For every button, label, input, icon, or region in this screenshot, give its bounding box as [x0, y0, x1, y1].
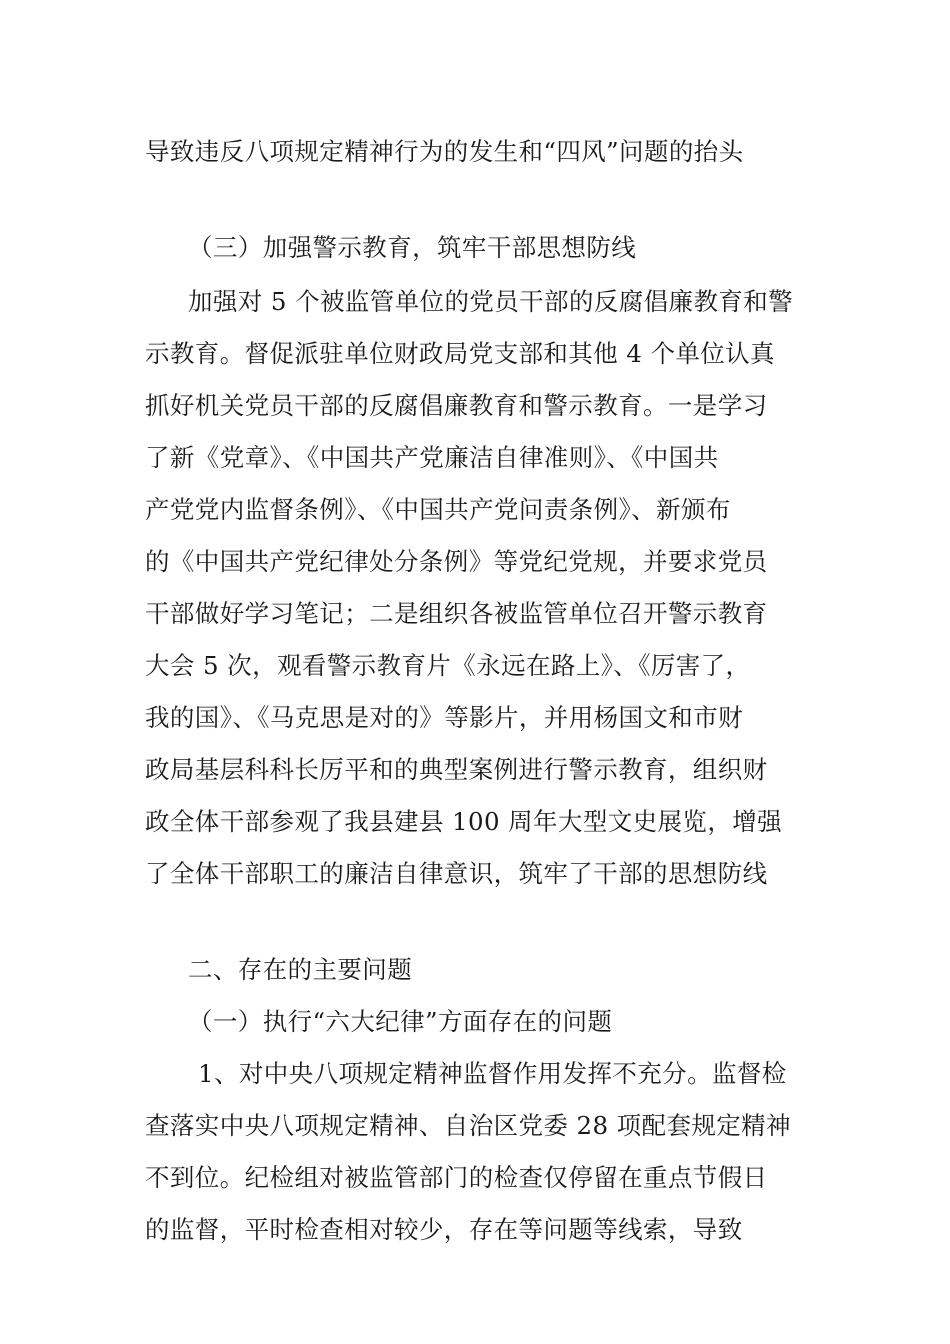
paragraph-line: 不到位。纪检组对被监管部门的检查仅停留在重点节假日 — [145, 1163, 768, 1192]
section-heading: 二、存在的主要问题 — [188, 955, 413, 984]
paragraph-line: 了新《党章》、《中国共产党廉洁自律准则》、《中国共 — [145, 443, 719, 472]
paragraph-line: 的监督，平时检查相对较少，存在等问题等线索，导致 — [145, 1215, 743, 1244]
paragraph-line: 加强对 5 个被监管单位的党员干部的反腐倡廉教育和警 — [188, 287, 794, 316]
paragraph-line: 产党党内监督条例》、《中国共产党问责条例》、新颁布 — [145, 495, 731, 524]
paragraph-line: 我的国》、《马克思是对的》等影片，并用杨国文和市财 — [145, 703, 743, 732]
paragraph-line: 的《中国共产党纪律处分条例》等党纪党规，并要求党员 — [145, 547, 768, 576]
paragraph-line: 干部做好学习笔记；二是组织各被监管单位召开警示教育 — [145, 599, 768, 628]
subsection-heading: （一）执行“六大纪律”方面存在的问题 — [188, 1007, 613, 1036]
paragraph-line: 查落实中央八项规定精神、自治区党委 28 项配套规定精神 — [145, 1111, 791, 1140]
section-heading: （三）加强警示教育，筑牢干部思想防线 — [188, 233, 637, 262]
paragraph-line: 了全体干部职工的廉洁自律意识，筑牢了干部的思想防线 — [145, 859, 768, 888]
paragraph-line: 政局基层科科长厉平和的典型案例进行警示教育，组织财 — [145, 755, 768, 784]
paragraph-line: 1、对中央八项规定精神监督作用发挥不充分。监督检 — [198, 1059, 787, 1088]
paragraph-line: 导致违反八项规定精神行为的发生和“四风”问题的抬头 — [145, 137, 744, 166]
paragraph-line: 大会 5 次，观看警示教育片《永远在路上》、《厉害了， — [145, 651, 751, 680]
paragraph-line: 抓好机关党员干部的反腐倡廉教育和警示教育。一是学习 — [145, 391, 768, 420]
paragraph-line: 示教育。督促派驻单位财政局党支部和其他 4 个单位认真 — [145, 339, 775, 368]
paragraph-line: 政全体干部参观了我县建县 100 周年大型文史展览，增强 — [145, 807, 783, 836]
